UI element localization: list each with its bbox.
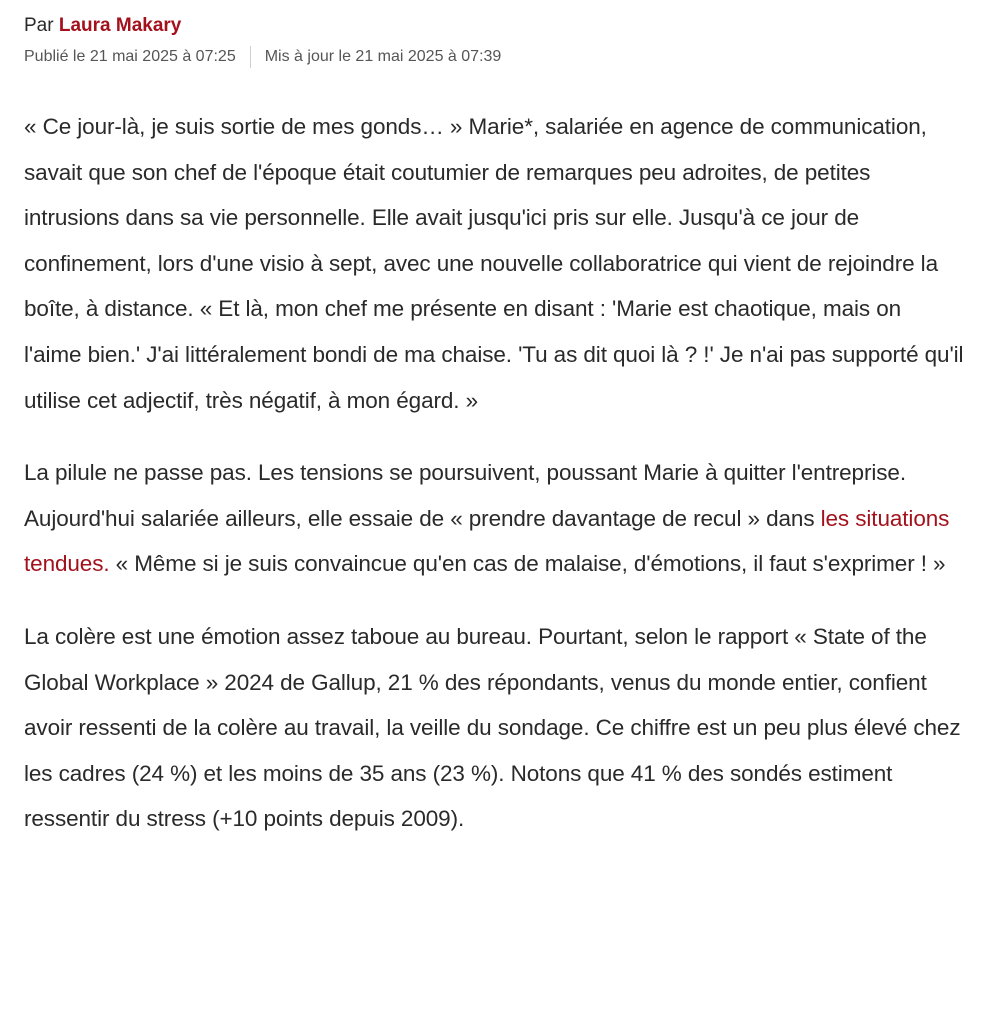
byline-prefix: Par [24,15,59,36]
article-dates [24,46,963,68]
published-date: Publié le 21 mai 2025 à 07:25 [24,48,236,65]
byline [24,12,963,40]
paragraph-2-text-after: « Même si je suis convaincue qu'en cas de malaise, d'émotions, il faut s'exprimer ! » [109,551,946,577]
updated-date: Mis à jour le 21 mai 2025 à 07:39 [264,48,502,65]
date-divider [250,46,251,68]
paragraph-2 [24,450,964,587]
author-link[interactable]: Laura Makary [58,15,182,36]
paragraph-2-text-before: La pilule ne passe pas. Les tensions se poursuivent, poussant Marie à quitter l'entreprise. Aujourd'hui salariée ailleurs, elle essaie de « prendre davantage de recul » dans [24,460,906,531]
paragraph-3: La colère est une émotion assez taboue au bureau. Pourtant, selon le rapport « State of the Global Workplace » 2024 de Gallup, 21 % des répondants, venus du monde entier, confient avoir ressenti de la colère au travail, la veille du sondage. Ce chiffre est un peu plus élevé chez les cadres (24 %) et les moins de 35 ans (23 %). Notons que 41 % des sondés estiment ressentir du stress (+10 points depuis 2009). [24,623,961,832]
situations-tendues-link[interactable]: les situations tendues. [24,505,950,577]
paragraph-1: « Ce jour-là, je suis sortie de mes gonds… » Marie*, salariée en agence de communication, savait que son chef de l'époque était coutumier de remarques peu adroites, de petites intrusions dans sa vie personnelle. Elle avait jusqu'ici pris sur elle. Jusqu'à ce jour de confinement, lors d'une visio à sept, avec une nouvelle collaboratrice qui vient de rejoindre la boîte, à distance. « Et là, mon chef me présente en disant : 'Marie est chaotique, mais on l'aime bien.' J'ai littéralement bondi de ma chaise. 'Tu as dit quoi là ? !' Je n'ai pas supporté qu'il utilise cet adjectif, très négatif, à mon égard. » [24,114,964,413]
article-body [24,104,964,842]
